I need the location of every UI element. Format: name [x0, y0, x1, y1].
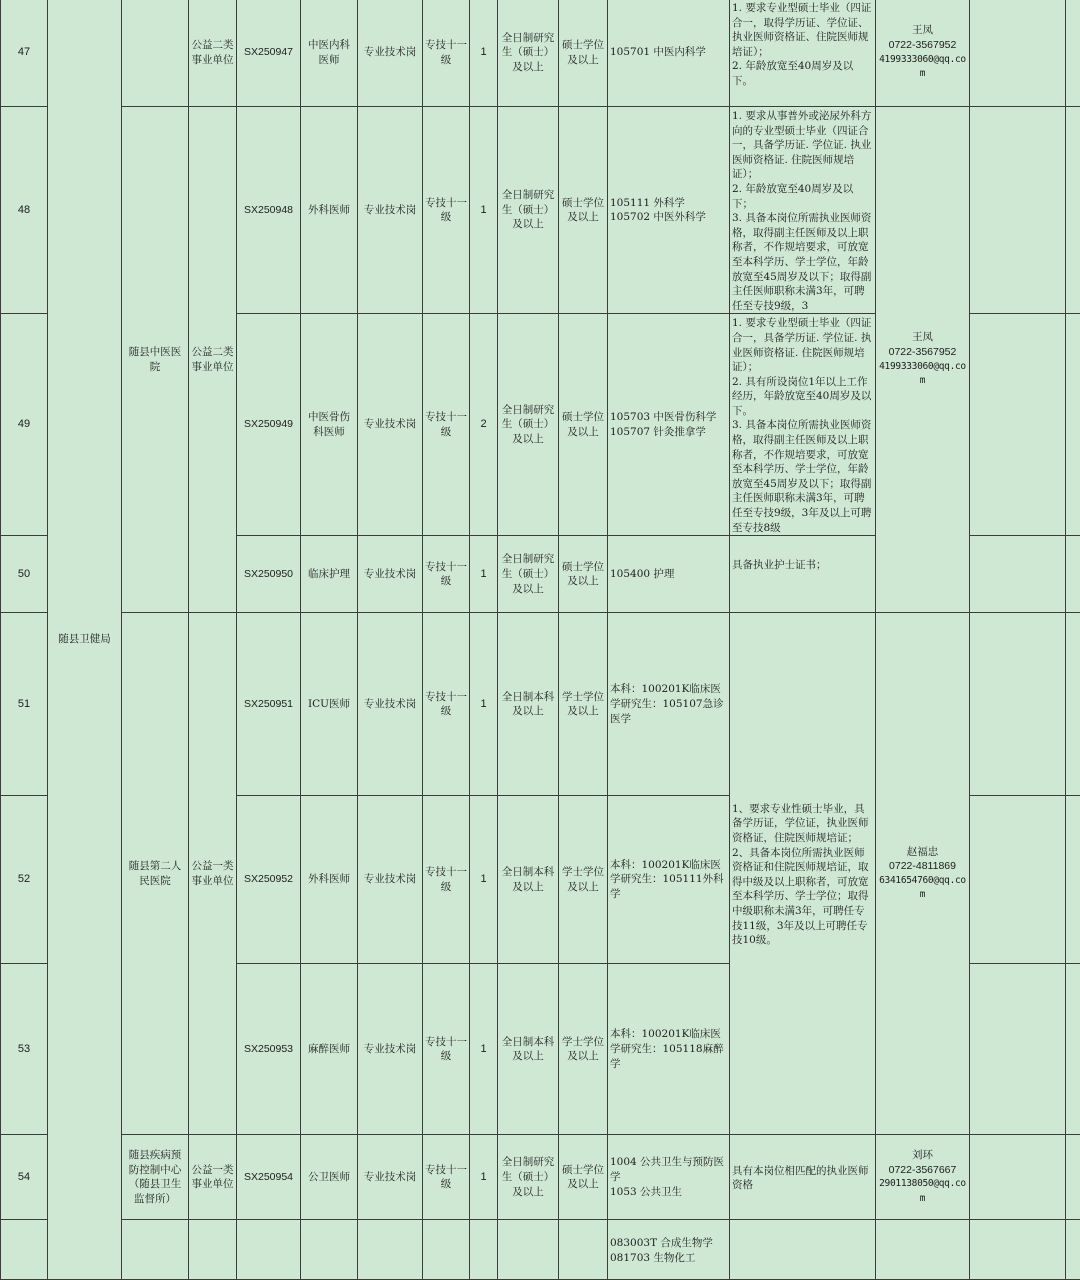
unit-cell: 随县第二人民医院	[122, 613, 189, 1135]
other-requirements	[730, 1220, 876, 1280]
other-requirements: 1. 要求从事普外或泌尿外科方向的专业型硕士毕业（四证合一，具备学历证. 学位证. 执业医师资格证. 住院医师规培证）； 2. 年龄放宽至40周岁及以下； 3. 具备本岗位所需执业医师资格，取得副主任医师及以上职称者，不作规培要求，可放宽至本科学历、学士学位，年龄放宽至45周岁及以下；取得副主任医师职称未满3年，可聘任至专技9级，3	[730, 107, 876, 314]
education-req: 全日制研究生（硕士）及以上	[498, 107, 559, 314]
post-count: 1	[470, 796, 498, 964]
degree-req: 硕士学位及以上	[559, 536, 608, 613]
table-row	[1, 1135, 1080, 1220]
education-req	[498, 1220, 559, 1280]
edge-cell	[1066, 314, 1080, 536]
post-level: 专技十一级	[423, 107, 470, 314]
post-count: 1	[470, 536, 498, 613]
edge-cell	[1066, 107, 1080, 314]
post-type: 专业技术岗	[358, 0, 423, 107]
major-req: 本科：100201K临床医学研究生：105118麻醉学	[608, 964, 730, 1135]
major-req: 105703 中医骨伤科学 105707 针灸推拿学	[608, 314, 730, 536]
row-number: 51	[1, 613, 48, 796]
major-req: 1004 公共卫生与预防医学 1053 公共卫生	[608, 1135, 730, 1220]
post-name: 外科医师	[301, 107, 358, 314]
edge-cell	[1066, 613, 1080, 796]
post-code: SX250953	[237, 964, 301, 1135]
table-row	[1, 0, 1080, 107]
contact-info: 赵福忠 0722-4811869 6341654760@qq.com	[876, 613, 970, 1135]
education-req: 全日制本科及以上	[498, 796, 559, 964]
unit-cell	[122, 0, 189, 107]
unit-cell	[122, 1220, 189, 1280]
education-req: 全日制研究生（硕士）及以上	[498, 536, 559, 613]
major-req: 本科：100201K临床医学研究生：105107急诊医学	[608, 613, 730, 796]
post-type: 专业技术岗	[358, 964, 423, 1135]
education-req: 全日制研究生（硕士）及以上	[498, 0, 559, 107]
edge-cell	[1066, 964, 1080, 1135]
row-number: 53	[1, 964, 48, 1135]
post-count	[470, 1220, 498, 1280]
post-name: 中医内科医师	[301, 0, 358, 107]
other-requirements: 1、要求专业性硕士毕业，具备学历证，学位证，执业医师资格证，住院医师规培证； 2、具备本岗位所需执业医师资格证和住院医师规培证，取得中级及以上职称者，可放宽至本科学历、学士学位；取得中级职称未满3年，可聘任专技11级，3年及以上可聘任专技10级。	[730, 613, 876, 1135]
edge-cell	[1066, 796, 1080, 964]
post-code: SX250947	[237, 0, 301, 107]
row-number: 54	[1, 1135, 48, 1220]
post-type: 专业技术岗	[358, 314, 423, 536]
post-level: 专技十一级	[423, 796, 470, 964]
degree-req: 硕士学位及以上	[559, 314, 608, 536]
degree-req: 学士学位及以上	[559, 964, 608, 1135]
major-req: 105701 中医内科学	[608, 0, 730, 107]
contact-info: 王凤 0722-3567952 4199333060@qq.com	[876, 0, 970, 107]
category-cell: 公益二类事业单位	[189, 107, 237, 613]
edge-cell	[1066, 1220, 1080, 1280]
post-code: SX250954	[237, 1135, 301, 1220]
degree-req: 学士学位及以上	[559, 796, 608, 964]
row-number: 49	[1, 314, 48, 536]
post-level: 专技十一级	[423, 1135, 470, 1220]
other-requirements: 具备执业护士证书；	[730, 536, 876, 613]
major-req: 105400 护理	[608, 536, 730, 613]
education-req: 全日制研究生（硕士）及以上	[498, 314, 559, 536]
remarks-cell	[970, 107, 1066, 314]
post-level: 专技十一级	[423, 0, 470, 107]
remarks-cell	[970, 1135, 1066, 1220]
post-type	[358, 1220, 423, 1280]
degree-req: 学士学位及以上	[559, 613, 608, 796]
degree-req: 硕士学位及以上	[559, 0, 608, 107]
table-row	[1, 613, 1080, 796]
remarks-cell	[970, 536, 1066, 613]
post-type: 专业技术岗	[358, 796, 423, 964]
post-level: 专技十一级	[423, 964, 470, 1135]
other-requirements: 1. 要求专业型硕士毕业（四证合一，取得学历证、学位证、执业医师资格证、住院医师规培证）； 2. 年龄放宽至40周岁及以下。	[730, 0, 876, 107]
unit-cell: 随县疾病预防控制中心（随县卫生监督所）	[122, 1135, 189, 1220]
remarks-cell	[970, 0, 1066, 107]
education-req: 全日制本科及以上	[498, 613, 559, 796]
row-number: 47	[1, 0, 48, 107]
unit-cell: 随县中医医院	[122, 107, 189, 613]
row-number: 48	[1, 107, 48, 314]
other-requirements: 1. 要求专业型硕士毕业（四证合一，具备学历证. 学位证. 执业医师资格证. 住院医师规培证）； 2. 具有所设岗位1年以上工作经历，年龄放宽至40周岁及以下。 3. 具备本岗位所需执业医师资格，取得副主任医师及以上职称者，不作规培要求，可放宽至本科学历、学士学位，年龄放宽至45周岁及以下；取得副主任医师职称未满3年，可聘任至专技9级，3年及以上可聘至专技8级	[730, 314, 876, 536]
edge-cell	[1066, 0, 1080, 107]
post-code: SX250948	[237, 107, 301, 314]
remarks-cell	[970, 314, 1066, 536]
remarks-cell	[970, 796, 1066, 964]
post-code: SX250949	[237, 314, 301, 536]
degree-req	[559, 1220, 608, 1280]
degree-req: 硕士学位及以上	[559, 107, 608, 314]
edge-cell	[1066, 536, 1080, 613]
education-req: 全日制本科及以上	[498, 964, 559, 1135]
post-name: 公卫医师	[301, 1135, 358, 1220]
category-cell: 公益二类事业单位	[189, 0, 237, 107]
major-req: 083003T 合成生物学 081703 生物化工	[608, 1220, 730, 1280]
category-cell: 公益一类事业单位	[189, 1135, 237, 1220]
post-name: 外科医师	[301, 796, 358, 964]
post-code: SX250950	[237, 536, 301, 613]
table-row	[1, 1220, 1080, 1280]
row-number: 52	[1, 796, 48, 964]
other-requirements: 具有本岗位相匹配的执业医师资格	[730, 1135, 876, 1220]
post-level: 专技十一级	[423, 613, 470, 796]
post-name	[301, 1220, 358, 1280]
post-count: 2	[470, 314, 498, 536]
post-count: 1	[470, 1135, 498, 1220]
row-number	[1, 1220, 48, 1280]
post-level	[423, 1220, 470, 1280]
contact-info	[876, 1220, 970, 1280]
major-req: 105111 外科学 105702 中医外科学	[608, 107, 730, 314]
post-name: 中医骨伤科医师	[301, 314, 358, 536]
department-cell: 随县卫健局	[48, 0, 122, 1280]
post-name: 临床护理	[301, 536, 358, 613]
post-level: 专技十一级	[423, 536, 470, 613]
degree-req: 硕士学位及以上	[559, 1135, 608, 1220]
row-number: 50	[1, 536, 48, 613]
post-name: 麻醉医师	[301, 964, 358, 1135]
post-count: 1	[470, 964, 498, 1135]
contact-info: 刘环 0722-3567667 2901138050@qq.com	[876, 1135, 970, 1220]
post-count: 1	[470, 107, 498, 314]
remarks-cell	[970, 613, 1066, 796]
contact-info: 王凤 0722-3567952 4199333060@qq.com	[876, 107, 970, 613]
category-cell: 公益一类事业单位	[189, 613, 237, 1135]
post-code: SX250952	[237, 796, 301, 964]
post-type: 专业技术岗	[358, 613, 423, 796]
post-name: ICU医师	[301, 613, 358, 796]
post-count: 1	[470, 0, 498, 107]
post-type: 专业技术岗	[358, 1135, 423, 1220]
post-count: 1	[470, 613, 498, 796]
post-type: 专业技术岗	[358, 536, 423, 613]
post-code	[237, 1220, 301, 1280]
remarks-cell	[970, 964, 1066, 1135]
post-level: 专技十一级	[423, 314, 470, 536]
table-row	[1, 107, 1080, 314]
edge-cell	[1066, 1135, 1080, 1220]
post-type: 专业技术岗	[358, 107, 423, 314]
education-req: 全日制研究生（硕士）及以上	[498, 1135, 559, 1220]
remarks-cell	[970, 1220, 1066, 1280]
major-req: 本科：100201K临床医学研究生：105111外科学	[608, 796, 730, 964]
post-code: SX250951	[237, 613, 301, 796]
category-cell	[189, 1220, 237, 1280]
